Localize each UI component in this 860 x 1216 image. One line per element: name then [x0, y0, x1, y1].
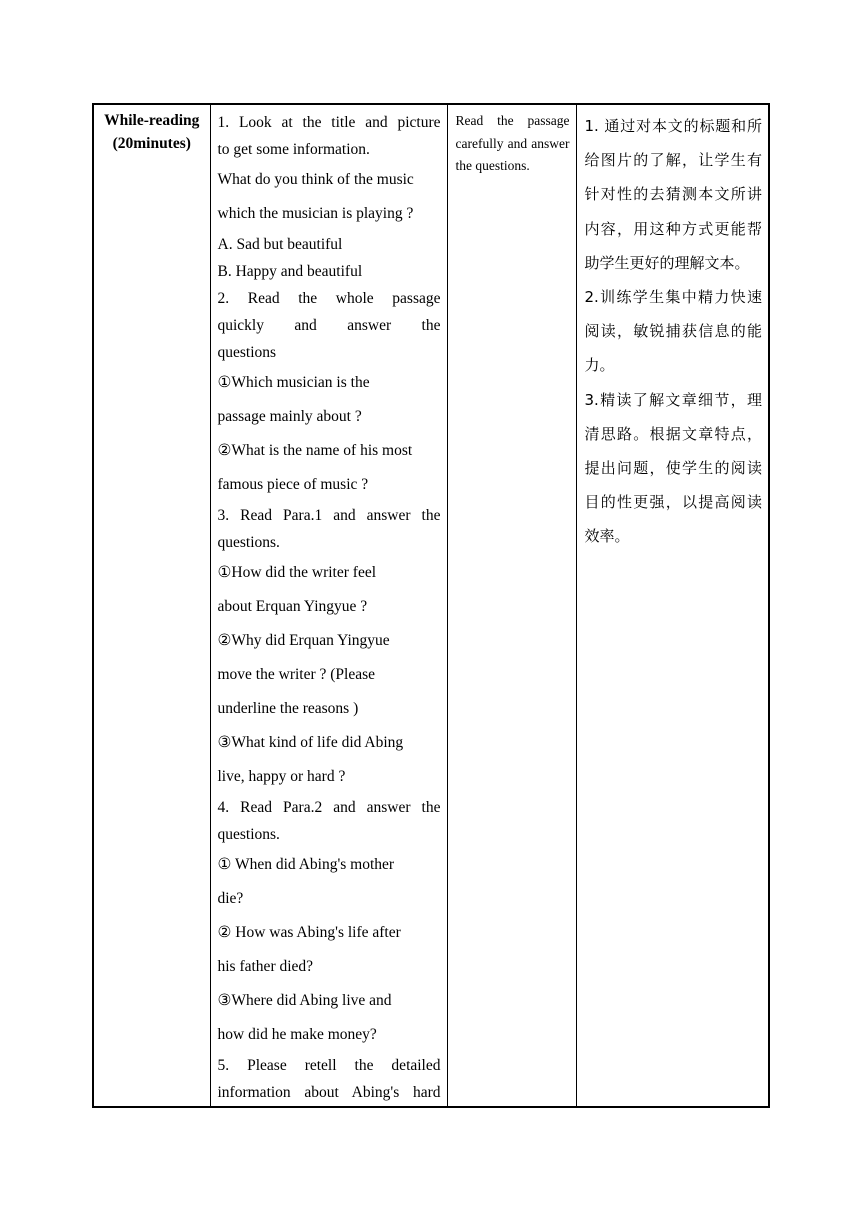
step-line: about Erquan Yingyue ? — [217, 598, 368, 615]
step-line: 1. Look at the title and picture — [217, 114, 441, 131]
step-line: live, happy or hard ? — [217, 768, 346, 785]
step-line: ②Why did Erquan Yingyue — [217, 632, 390, 649]
teaching-steps-cell — [210, 104, 447, 1107]
step-line: ② How was Abing's life after — [217, 924, 401, 941]
step-line: ③What kind of life did Abing — [217, 734, 404, 751]
step-line: 3. Read Para.1 and answer the — [217, 507, 441, 524]
step-line: questions. — [217, 534, 280, 551]
step-line: 5. Please retell the detailed — [217, 1057, 441, 1074]
step-line: ②What is the name of his most — [217, 442, 413, 459]
stage-label: While-reading (20minutes) — [104, 112, 200, 152]
student-activity — [448, 105, 576, 178]
step-line: A. Sad but beautiful — [217, 236, 343, 253]
student-activity-text: Read the passage carefully and answer the questions. — [455, 113, 570, 173]
step-line: underline the reasons ) — [217, 700, 359, 717]
step-line: quickly and answer the — [217, 317, 441, 334]
step-line: 2. Read the whole passage — [217, 290, 441, 307]
step-line: ①How did the writer feel — [217, 564, 377, 581]
step-line: ① When did Abing's mother — [217, 856, 395, 873]
purpose-paragraph: 3.精读了解文章细节，理清思路。根据文章特点，提出问题，使学生的阅读目的性更强，以提高阅读效率。 — [584, 390, 762, 546]
step-line: passage mainly about ? — [217, 408, 362, 425]
step-line: ③Where did Abing live and — [217, 992, 392, 1009]
design-purpose-cell — [576, 104, 769, 1107]
step-line: questions. — [217, 826, 280, 843]
step-line: to get some information. — [217, 141, 370, 158]
step-line: information about Abing's hard — [217, 1084, 441, 1101]
step-line: questions — [217, 344, 277, 361]
step-line: move the writer ? (Please — [217, 666, 376, 683]
lesson-plan-table — [92, 103, 770, 1108]
step-line: die? — [217, 890, 244, 907]
step-line: ①Which musician is the — [217, 374, 370, 391]
design-purpose — [577, 105, 769, 554]
purpose-paragraph: 1. 通过对本文的标题和所给图片的了解，让学生有针对性的去猜测本文所讲内容，用这种方式更能帮助学生更好的理解文本。 — [584, 117, 762, 272]
teaching-steps — [211, 105, 447, 1106]
step-line: his father died? — [217, 958, 314, 975]
purpose-paragraph: 2.训练学生集中精力快速阅读，敏锐捕获信息的能力。 — [584, 288, 762, 375]
step-line: which the musician is playing ? — [217, 205, 414, 222]
stage-cell — [93, 104, 210, 1107]
step-line: What do you think of the music — [217, 171, 414, 188]
step-line: 4. Read Para.2 and answer the — [217, 799, 441, 816]
step-line: B. Happy and beautiful — [217, 263, 363, 280]
step-line: how did he make money? — [217, 1026, 377, 1043]
student-activity-cell — [447, 104, 576, 1107]
table-row — [93, 104, 769, 1107]
step-line: famous piece of music ? — [217, 476, 369, 493]
